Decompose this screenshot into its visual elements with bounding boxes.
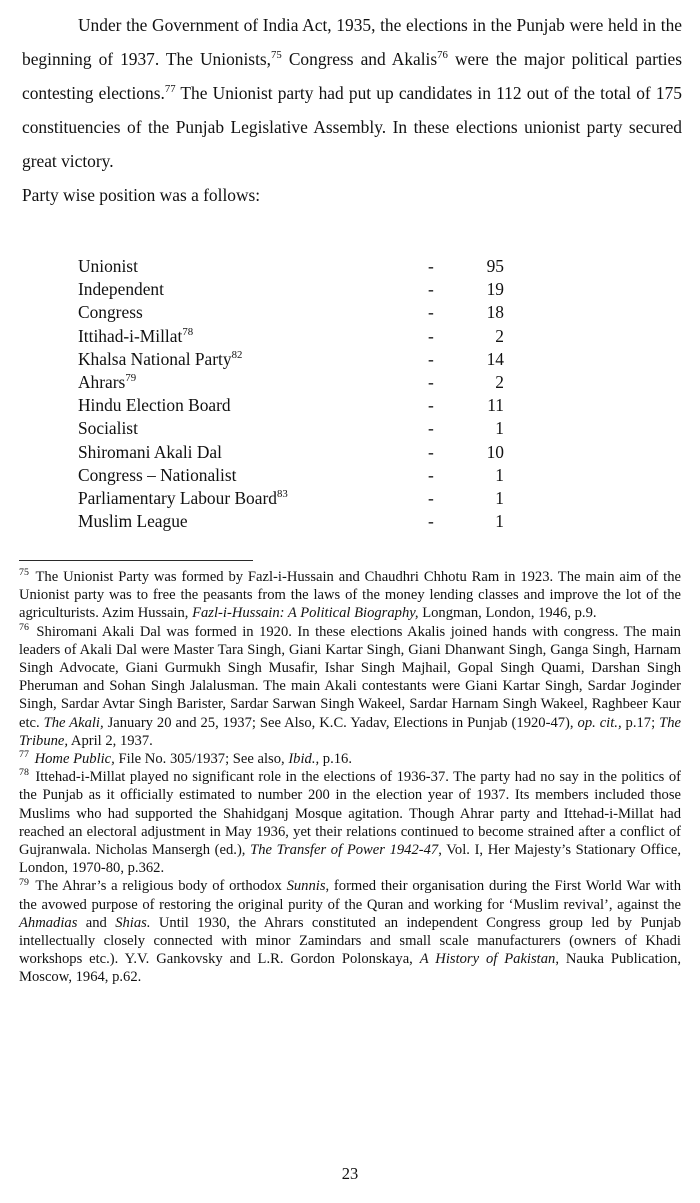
party-seat-count: 1 [495, 464, 504, 485]
footnote-number[interactable]: 75 [19, 567, 29, 579]
footnote-75 [19, 568, 681, 623]
footnote-text: January 20 and 25, 1937; See Also, K.C. Yadav, Elections in Punjab (1920-47), [103, 714, 578, 731]
party-name: Unionist [78, 256, 138, 276]
footnote-76 [19, 623, 681, 750]
party-name: Shiromani Akali Dal [78, 441, 222, 462]
paragraph-text-d: The Unionist party had put up candidates in 112 out of the total of 175 constituencies of the Punjab Legislative Assembly. In these elections unionist party secured great victory. [22, 83, 682, 171]
party-separator-dash: - [428, 256, 434, 276]
footnote-text: , Vol. I, Her Majesty’s Stationary Office, London, 1970-80, p.362. [19, 842, 681, 877]
party-separator-dash: - [428, 348, 434, 369]
body-text-block [22, 8, 682, 212]
party-seat-count: 10 [486, 441, 504, 462]
party-seat-count: 18 [486, 302, 504, 323]
footnote-title-italic: Sunnis [286, 878, 326, 895]
party-result-row [78, 394, 518, 417]
party-name: Muslim League [78, 511, 188, 532]
footnote-text: Until 1930, the Ahrars constituted an independent Congress group led by Punjab intellectually closely connected with minor Zamindars and small scale manufacturers (owners of Khadi workshops etc.). Y.V. Gankovsky and L.R. Gordon Polonskaya, [19, 914, 681, 968]
party-separator-dash: - [428, 302, 434, 323]
footnote-ref-82[interactable]: 82 [231, 348, 243, 361]
party-result-row [78, 325, 518, 348]
footnote-text: The Ahrar’s a religious body of orthodox [35, 878, 287, 895]
party-seat-count: 14 [486, 348, 504, 369]
footnote-text: Ittehad-i-Millat played no significant role in the elections of 1936-37. The party had no say in the politics of the Punjab as it officially estimated to number 200 in the election year of 1937. Its members included those Muslims who had supported the Shahidganj Mosque agitation. Though Ahrar party and Ittehad-i-Millat had reached an electoral adjustment in May 1936, yet their relations continued to become strained after a conflict of Gujranwala. Nicholas Mansergh (ed.), [19, 769, 681, 859]
footnote-number[interactable]: 76 [19, 621, 29, 633]
footnote-ref-78[interactable]: 78 [182, 325, 194, 338]
party-separator-dash: - [428, 395, 434, 416]
party-name: Parliamentary Labour Board$^{83}$ [78, 487, 288, 508]
page-number: 23 [341, 1164, 359, 1183]
footnote-text: and [77, 914, 116, 931]
party-name: Ittihad-i-Millat$^{78}$ [78, 325, 194, 346]
paragraph-text-c: were the major political parties contesting elections. [22, 49, 683, 103]
footnotes-block [19, 568, 681, 987]
party-separator-dash: - [428, 441, 434, 462]
footnote-ref-83[interactable]: 83 [276, 488, 288, 501]
party-name: Congress – Nationalist [78, 464, 237, 485]
footnote-number[interactable]: 78 [19, 767, 29, 779]
party-name: Socialist [78, 418, 138, 439]
paragraph-party-wise-intro: Party wise position was a follows: [22, 185, 261, 205]
footnote-title-italic: The Transfer of Power 1942-47 [250, 842, 439, 859]
party-seat-count: 11 [487, 395, 504, 416]
footnote-text: Longman, London, 1946, p.9. [418, 605, 597, 622]
footnote-ref-76[interactable]: 76 [437, 49, 448, 62]
footnote-text: The Unionist Party was formed by Fazl-i-Hussain and Chaudhri Chhotu Ram in 1923. The main aim of the Unionist party was to free the peasants from the laws of the money lending classes and improve the lot of the agriculturists. Azim Hussain, [19, 569, 681, 622]
footnote-title-italic: The Akali, [43, 714, 104, 731]
party-name: Khalsa National Party$^{82}$ [78, 348, 243, 369]
footnote-number[interactable]: 77 [19, 749, 29, 761]
party-result-row [78, 255, 518, 278]
party-results-list [78, 255, 518, 533]
party-result-row [78, 417, 518, 440]
footnote-ref-79[interactable]: 79 [125, 372, 137, 385]
footnote-title-italic: Ahmadias [19, 914, 78, 931]
paragraph-elections-1937 [22, 8, 682, 178]
party-seat-count: 2 [495, 371, 504, 392]
party-result-row [78, 441, 518, 464]
party-separator-dash: - [428, 279, 434, 300]
paragraph-text-a: Under the Government of India Act, 1935, the elections in the Punjab were held in the beginning of 1937. The Unionists, [22, 15, 682, 69]
footnote-separator-rule [19, 560, 253, 561]
party-separator-dash: - [428, 464, 434, 485]
party-name: Hindu Election Board [78, 395, 231, 416]
party-seat-count: 2 [495, 325, 504, 346]
footnote-77 [19, 750, 681, 768]
footnote-title-italic: Home Public, [34, 751, 115, 768]
paragraph-text-b: Congress and Akalis [281, 49, 438, 69]
party-result-row [78, 371, 518, 394]
party-separator-dash: - [428, 418, 434, 439]
party-separator-dash: - [428, 487, 434, 508]
party-result-row [78, 464, 518, 487]
party-separator-dash: - [428, 325, 434, 346]
footnote-title-italic: The Tribune, [19, 714, 681, 749]
footnote-text: , formed their organisation during the First World War with the avowed purpose of restoring the original purity of the Quran and working for ‘Muslim revival’, against the [19, 878, 681, 913]
party-name: Independent [78, 279, 164, 300]
party-result-row [78, 348, 518, 371]
footnote-text: p.16. [319, 751, 352, 768]
footnote-title-italic: Ibid., [288, 751, 320, 768]
footnote-ref-77[interactable]: 77 [164, 83, 176, 96]
party-result-row [78, 510, 518, 533]
footnote-79 [19, 877, 681, 986]
footnote-text: File No. 305/1937; See also, [114, 751, 289, 768]
party-seat-count: 1 [495, 418, 504, 439]
footnote-78 [19, 768, 681, 877]
footnote-text: April 2, 1937. [68, 732, 153, 749]
footnote-text: , Nauka Publication, Moscow, 1964, p.62. [19, 951, 681, 986]
party-result-row [78, 301, 518, 324]
party-separator-dash: - [428, 371, 434, 392]
party-result-row [78, 278, 518, 301]
party-separator-dash: - [428, 511, 434, 532]
party-result-row [78, 487, 518, 510]
party-name: Ahrars$^{79}$ [78, 371, 137, 392]
footnote-title-italic: A History of Pakistan [419, 951, 556, 968]
footnote-ref-75[interactable]: 75 [271, 49, 282, 62]
party-seat-count: 19 [486, 279, 504, 300]
footnote-text: p.17; [621, 714, 660, 731]
footnote-title-italic: Fazl-i-Hussain: A Political Biography, [192, 605, 419, 622]
party-seat-count: 1 [495, 511, 504, 532]
footnote-text: Shiromani Akali Dal was formed in 1920. In these elections Akalis joined hands with congress. The main leaders of Akali Dal were Master Tara Singh, Giani Kartar Singh, Giani Dhanwant Singh, Ganga Singh, Harnam Singh Advocate, Giani Gurmukh Singh Musafir, Ishar Singh Majhail, Gopal Singh Quami, Darshan Singh Pheruman and Sohan Singh Jalalusman. The main Akali contestants were Giani Kartar Singh, Sardar Joginder Singh, Sardar Avtar Singh Barister, Sardar Sarwan Singh Wakeel, Sardar Harnam Singh Wakeel, Raghbeer Kaur etc. [19, 623, 681, 731]
party-seat-count: 95 [486, 256, 504, 276]
footnote-number[interactable]: 79 [19, 876, 29, 888]
party-name: Congress [78, 302, 143, 323]
footnote-title-italic: op. cit., [577, 714, 622, 731]
footnote-title-italic: Shias. [115, 914, 151, 931]
party-seat-count: 1 [495, 487, 504, 508]
